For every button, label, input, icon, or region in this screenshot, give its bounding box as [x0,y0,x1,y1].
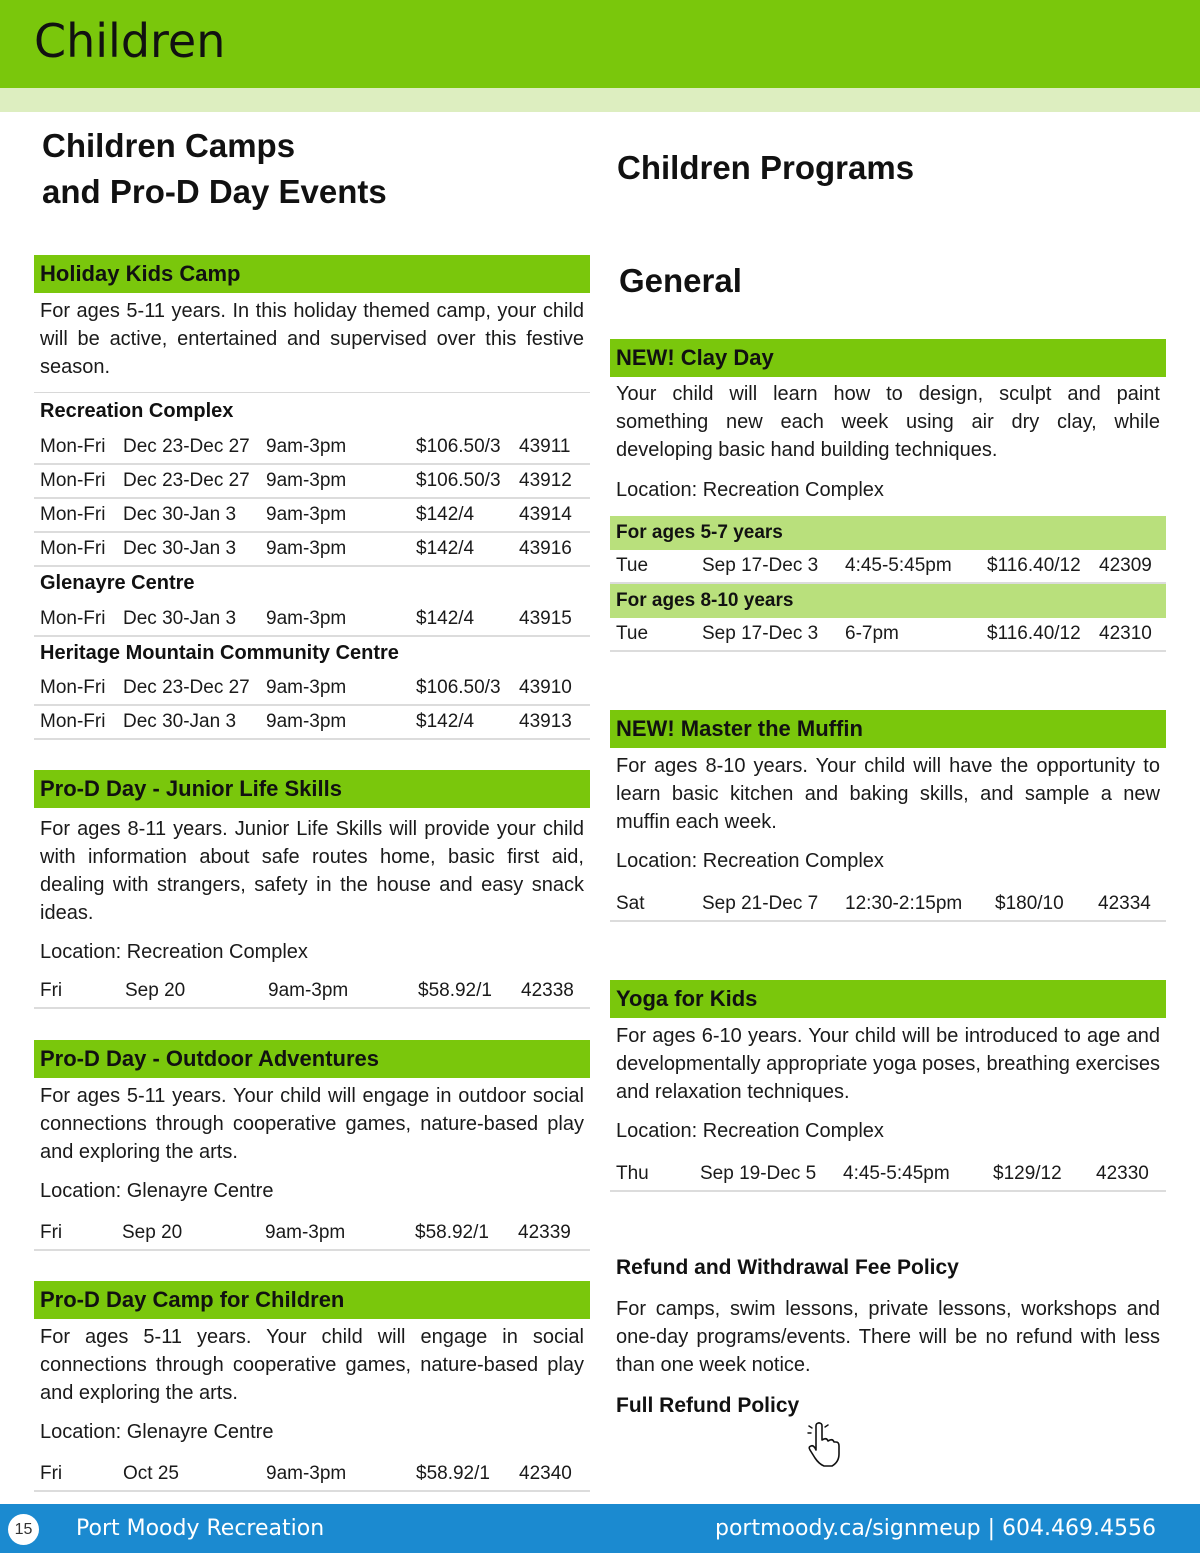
page-number: 15 [8,1514,39,1545]
programs-section-title: Children Programs [617,149,915,186]
prod-day-camp-description: For ages 5-11 years. Your child will engage in social connections through cooperative games, nature-based play and exploring the arts. [40,1326,584,1404]
pointing-hand-icon [806,1422,846,1468]
table-row: Mon-Fri Dec 23-Dec 27 9am-3pm $106.50/3 43911 [34,431,590,465]
location-heading-recreation-complex: Recreation Complex [40,400,234,422]
outdoor-adventures-location: Location: Glenayre Centre [40,1180,274,1202]
table-row: Fri Sep 20 9am-3pm $58.92/1 42338 [34,975,590,1009]
master-the-muffin-description: For ages 8-10 years. Your child will have the opportunity to learn basic kitchen and baking skills, and sample a new muffin each week. [616,755,1160,833]
table-row: Mon-Fri Dec 30-Jan 3 9am-3pm $142/4 43913 [34,706,590,740]
prod-day-camp-location: Location: Glenayre Centre [40,1421,274,1443]
table-row: Mon-Fri Dec 30-Jan 3 9am-3pm $142/4 43916 [34,533,590,567]
outdoor-adventures-description: For ages 5-11 years. Your child will engage in outdoor social connections through cooperative games, nature-based play and exploring the arts. [40,1085,584,1163]
divider [34,392,590,393]
table-row: Fri Sep 20 9am-3pm $58.92/1 42339 [34,1217,590,1251]
table-row: Tue Sep 17-Dec 3 4:45-5:45pm $116.40/12 42309 [610,550,1166,584]
location-heading-glenayre-centre: Glenayre Centre [40,572,195,594]
yoga-for-kids-description: For ages 6-10 years. Your child will be introduced to age and developmentally appropriate yoga poses, breathing exercises and relaxation techniques. [616,1025,1160,1103]
clay-day-ages-5-7: For ages 5-7 years [610,516,1166,550]
table-row: Mon-Fri Dec 23-Dec 27 9am-3pm $106.50/3 43912 [34,465,590,499]
table-row: Mon-Fri Dec 30-Jan 3 9am-3pm $142/4 43914 [34,499,590,533]
full-refund-policy-link[interactable]: Full Refund Policy [616,1394,800,1417]
table-row: Sat Sep 21-Dec 7 12:30-2:15pm $180/10 42334 [610,888,1166,922]
junior-life-skills-heading: Pro-D Day - Junior Life Skills [34,770,590,808]
table-row: Tue Sep 17-Dec 3 6-7pm $116.40/12 42310 [610,618,1166,652]
page-header [0,0,1200,88]
clay-day-heading: NEW! Clay Day [610,339,1166,377]
location-heading-heritage-mountain: Heritage Mountain Community Centre [40,642,399,664]
master-the-muffin-location: Location: Recreation Complex [616,850,884,872]
outdoor-adventures-heading: Pro-D Day - Outdoor Adventures [34,1040,590,1078]
table-row: Thu Sep 19-Dec 5 4:45-5:45pm $129/12 42330 [610,1158,1166,1192]
table-row: Mon-Fri Dec 30-Jan 3 9am-3pm $142/4 43915 [34,603,590,637]
yoga-for-kids-heading: Yoga for Kids [610,980,1166,1018]
prod-day-camp-heading: Pro-D Day Camp for Children [34,1281,590,1319]
master-the-muffin-heading: NEW! Master the Muffin [610,710,1166,748]
header-stripe [0,88,1200,112]
camps-section-title: Children Camps and Pro-D Day Events [42,127,387,210]
refund-policy-heading: Refund and Withdrawal Fee Policy [616,1256,959,1279]
clay-day-location: Location: Recreation Complex [616,479,884,501]
general-heading: General [619,262,742,299]
junior-life-skills-location: Location: Recreation Complex [40,941,308,963]
holiday-kids-camp-heading: Holiday Kids Camp [34,255,590,293]
table-row: Mon-Fri Dec 23-Dec 27 9am-3pm $106.50/3 43910 [34,672,590,706]
clay-day-description: Your child will learn how to design, sculpt and paint something new each week using air dry clay, while developing basic hand building techniques. [616,383,1160,461]
clay-day-ages-8-10: For ages 8-10 years [610,584,1166,618]
table-row: Fri Oct 25 9am-3pm $58.92/1 42340 [34,1458,590,1492]
holiday-kids-camp-description: For ages 5-11 years. In this holiday themed camp, your child will be active, entertained and supervised over this festive season. [40,300,584,378]
junior-life-skills-description: For ages 8-11 years. Junior Life Skills will provide your child with information about safe routes home, basic first aid, dealing with strangers, safety in the house and easy snack ideas. [40,818,584,924]
page-title: Children [34,14,226,68]
contact-link[interactable]: portmoody.ca/signmeup | 604.469.4556 [715,1516,1156,1541]
organization-name: Port Moody Recreation [76,1516,325,1541]
refund-policy-description: For camps, swim lessons, private lessons, workshops and one-day programs/events. There will be no refund with less than one week notice. [616,1298,1160,1376]
yoga-for-kids-location: Location: Recreation Complex [616,1120,884,1142]
page-footer [0,1504,1200,1553]
